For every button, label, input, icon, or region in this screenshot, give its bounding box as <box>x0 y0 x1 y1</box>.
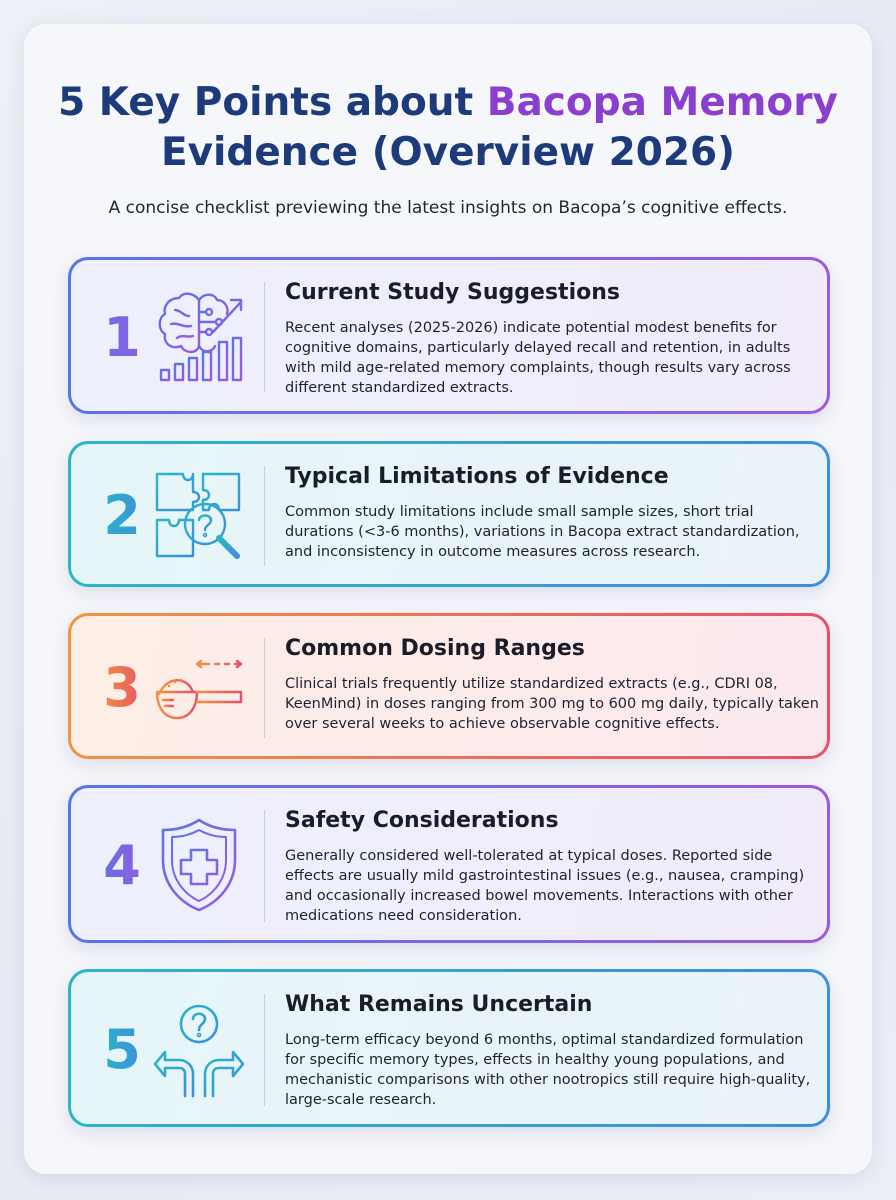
card-divider <box>264 994 265 1106</box>
card-divider <box>264 466 265 566</box>
card-divider <box>264 638 265 738</box>
point-heading: Typical Limitations of Evidence <box>285 464 669 489</box>
point-body: Recent analyses (2025-2026) indicate potential modest benefits for cognitive domains, particularly delayed recall and retention, in adults with mild age-related memory complaints, though results vary across different standardized extracts. <box>285 320 791 396</box>
point-number: 4 <box>95 836 149 896</box>
point-heading: Common Dosing Ranges <box>285 636 585 661</box>
point-number: 3 <box>95 658 149 718</box>
point-number: 2 <box>95 486 149 546</box>
title-part-2: Bacopa Memory <box>486 80 838 125</box>
point-body: Generally considered well-tolerated at typical doses. Reported side effects are usually mild gastrointestinal issues (e.g., nausea, cramping) and occasionally increased bowel movements. Interactions with other medications need consideration. <box>285 848 805 924</box>
title-part-1: 5 Key Points about <box>58 80 487 125</box>
card-divider <box>264 810 265 922</box>
point-card-4 <box>68 785 830 943</box>
point-card-5 <box>68 969 830 1127</box>
point-card-2 <box>68 441 830 587</box>
point-number: 5 <box>95 1020 149 1080</box>
brain-growth-chart-icon <box>153 288 245 384</box>
point-heading: Safety Considerations <box>285 808 559 833</box>
point-body: Clinical trials frequently utilize standardized extracts (e.g., CDRI 08, KeenMind) in doses ranging from 300 mg to 600 mg daily, typically taken over several weeks to achieve observable cognitive effects. <box>285 676 819 732</box>
point-card-3 <box>68 613 830 759</box>
title-line-2: Evidence (Overview 2026) <box>160 130 735 175</box>
page-subtitle: A concise checklist previewing the latest insights on Bacopa’s cognitive effects. <box>108 198 788 218</box>
point-heading: What Remains Uncertain <box>285 992 593 1017</box>
puzzle-magnifier-icon <box>153 470 245 562</box>
point-number: 1 <box>95 308 149 368</box>
point-body: Long-term efficacy beyond 6 months, optimal standardized formulation for specific memory types, effects in healthy young populations, and mechanistic comparisons with other nootropics still require high-quality, large-scale research. <box>285 1032 811 1108</box>
shield-plus-icon <box>153 816 245 914</box>
page-title <box>0 78 896 178</box>
card-divider <box>264 282 265 392</box>
point-card-1 <box>68 257 830 414</box>
point-heading: Current Study Suggestions <box>285 280 620 305</box>
question-split-arrows-icon <box>153 1002 245 1098</box>
point-body: Common study limitations include small sample sizes, short trial durations (<3-6 months), variations in Bacopa extract standardization, and inconsistency in outcome measures across research. <box>285 504 800 560</box>
measuring-scoop-icon <box>153 656 245 722</box>
